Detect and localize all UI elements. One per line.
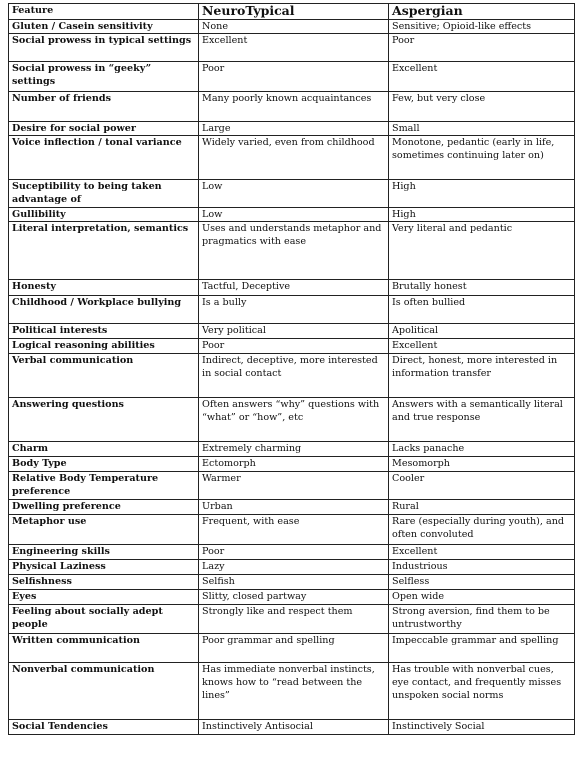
aspergian-cell: Answers with a semantically literal and true response	[389, 398, 575, 442]
table-row	[9, 354, 575, 398]
table-row	[9, 122, 575, 136]
aspergian-cell: Selfless	[389, 575, 575, 590]
neurotypical-cell: Selfish	[199, 575, 389, 590]
aspergian-cell: High	[389, 180, 575, 208]
table-row	[9, 560, 575, 575]
neurotypical-cell: Slitty, closed partway	[199, 590, 389, 605]
neurotypical-cell: Is a bully	[199, 296, 389, 324]
feature-cell: Engineering skills	[9, 545, 199, 560]
aspergian-cell: Excellent	[389, 545, 575, 560]
table-row	[9, 222, 575, 280]
aspergian-cell: Direct, honest, more interested in information transfer	[389, 354, 575, 398]
table-row	[9, 20, 575, 34]
neurotypical-cell: Strongly like and respect them	[199, 605, 389, 634]
feature-cell: Social prowess in typical settings	[9, 34, 199, 62]
table-header-row	[9, 4, 575, 20]
neurotypical-cell: Uses and understands metaphor and pragmatics with ease	[199, 222, 389, 280]
table-row	[9, 442, 575, 457]
table-row	[9, 280, 575, 296]
neurotypical-cell: None	[199, 20, 389, 34]
table-row	[9, 296, 575, 324]
aspergian-cell: Strong aversion, find them to be untrustworthy	[389, 605, 575, 634]
table-row	[9, 515, 575, 545]
neurotypical-cell: Extremely charming	[199, 442, 389, 457]
table-row	[9, 472, 575, 500]
neurotypical-cell: Low	[199, 208, 389, 222]
neurotypical-cell: Frequent, with ease	[199, 515, 389, 545]
aspergian-cell: Excellent	[389, 62, 575, 92]
neurotypical-cell: Poor	[199, 339, 389, 354]
aspergian-cell: High	[389, 208, 575, 222]
aspergian-cell: Poor	[389, 34, 575, 62]
table-row	[9, 605, 575, 634]
table-row	[9, 398, 575, 442]
feature-cell: Charm	[9, 442, 199, 457]
feature-cell: Eyes	[9, 590, 199, 605]
header-neurotypical: NeuroTypical	[199, 4, 389, 20]
aspergian-cell: Cooler	[389, 472, 575, 500]
aspergian-cell: Monotone, pedantic (early in life, sometimes continuing later on)	[389, 136, 575, 180]
feature-cell: Nonverbal communication	[9, 663, 199, 720]
feature-cell: Metaphor use	[9, 515, 199, 545]
table-row	[9, 136, 575, 180]
comparison-table	[8, 3, 575, 735]
aspergian-cell: Lacks panache	[389, 442, 575, 457]
feature-cell: Desire for social power	[9, 122, 199, 136]
neurotypical-cell: Very political	[199, 324, 389, 339]
header-feature: Feature	[9, 4, 199, 20]
feature-cell: Suceptibility to being taken advantage of	[9, 180, 199, 208]
table-row	[9, 339, 575, 354]
feature-cell: Dwelling preference	[9, 500, 199, 515]
neurotypical-cell: Urban	[199, 500, 389, 515]
table-row	[9, 92, 575, 122]
table-row	[9, 180, 575, 208]
feature-cell: Relative Body Temperature preference	[9, 472, 199, 500]
neurotypical-cell: Poor	[199, 62, 389, 92]
table-row	[9, 62, 575, 92]
table-row	[9, 545, 575, 560]
feature-cell: Social prowess in “geeky” settings	[9, 62, 199, 92]
table-row	[9, 208, 575, 222]
feature-cell: Honesty	[9, 280, 199, 296]
neurotypical-cell: Often answers “why” questions with “what” or “how”, etc	[199, 398, 389, 442]
aspergian-cell: Open wide	[389, 590, 575, 605]
feature-cell: Feeling about socially adept people	[9, 605, 199, 634]
neurotypical-cell: Tactful, Deceptive	[199, 280, 389, 296]
feature-cell: Social Tendencies	[9, 720, 199, 735]
aspergian-cell: Rare (especially during youth), and often convoluted	[389, 515, 575, 545]
aspergian-cell: Small	[389, 122, 575, 136]
feature-cell: Body Type	[9, 457, 199, 472]
table-row	[9, 34, 575, 62]
neurotypical-cell: Lazy	[199, 560, 389, 575]
table-row	[9, 634, 575, 663]
header-aspergian: Aspergian	[389, 4, 575, 20]
table-row	[9, 324, 575, 339]
feature-cell: Logical reasoning abilities	[9, 339, 199, 354]
neurotypical-cell: Indirect, deceptive, more interested in social contact	[199, 354, 389, 398]
aspergian-cell: Apolitical	[389, 324, 575, 339]
neurotypical-cell: Instinctively Antisocial	[199, 720, 389, 735]
neurotypical-cell: Excellent	[199, 34, 389, 62]
aspergian-cell: Very literal and pedantic	[389, 222, 575, 280]
feature-cell: Gullibility	[9, 208, 199, 222]
feature-cell: Written communication	[9, 634, 199, 663]
feature-cell: Voice inflection / tonal variance	[9, 136, 199, 180]
aspergian-cell: Sensitive; Opioid-like effects	[389, 20, 575, 34]
aspergian-cell: Rural	[389, 500, 575, 515]
aspergian-cell: Brutally honest	[389, 280, 575, 296]
aspergian-cell: Few, but very close	[389, 92, 575, 122]
table-row	[9, 500, 575, 515]
table-row	[9, 575, 575, 590]
table-row	[9, 590, 575, 605]
neurotypical-cell: Widely varied, even from childhood	[199, 136, 389, 180]
table-row	[9, 720, 575, 735]
table-row	[9, 663, 575, 720]
neurotypical-cell: Ectomorph	[199, 457, 389, 472]
aspergian-cell: Instinctively Social	[389, 720, 575, 735]
table-row	[9, 457, 575, 472]
feature-cell: Literal interpretation, semantics	[9, 222, 199, 280]
feature-cell: Verbal communication	[9, 354, 199, 398]
neurotypical-cell: Has immediate nonverbal instincts, knows how to “read between the lines”	[199, 663, 389, 720]
feature-cell: Gluten / Casein sensitivity	[9, 20, 199, 34]
aspergian-cell: Industrious	[389, 560, 575, 575]
neurotypical-cell: Many poorly known acquaintances	[199, 92, 389, 122]
aspergian-cell: Mesomorph	[389, 457, 575, 472]
aspergian-cell: Impeccable grammar and spelling	[389, 634, 575, 663]
feature-cell: Selfishness	[9, 575, 199, 590]
feature-cell: Physical Laziness	[9, 560, 199, 575]
feature-cell: Childhood / Workplace bullying	[9, 296, 199, 324]
neurotypical-cell: Poor	[199, 545, 389, 560]
neurotypical-cell: Low	[199, 180, 389, 208]
neurotypical-cell: Warmer	[199, 472, 389, 500]
feature-cell: Political interests	[9, 324, 199, 339]
neurotypical-cell: Large	[199, 122, 389, 136]
neurotypical-cell: Poor grammar and spelling	[199, 634, 389, 663]
feature-cell: Number of friends	[9, 92, 199, 122]
feature-cell: Answering questions	[9, 398, 199, 442]
aspergian-cell: Is often bullied	[389, 296, 575, 324]
aspergian-cell: Excellent	[389, 339, 575, 354]
aspergian-cell: Has trouble with nonverbal cues, eye contact, and frequently misses unspoken social norms	[389, 663, 575, 720]
